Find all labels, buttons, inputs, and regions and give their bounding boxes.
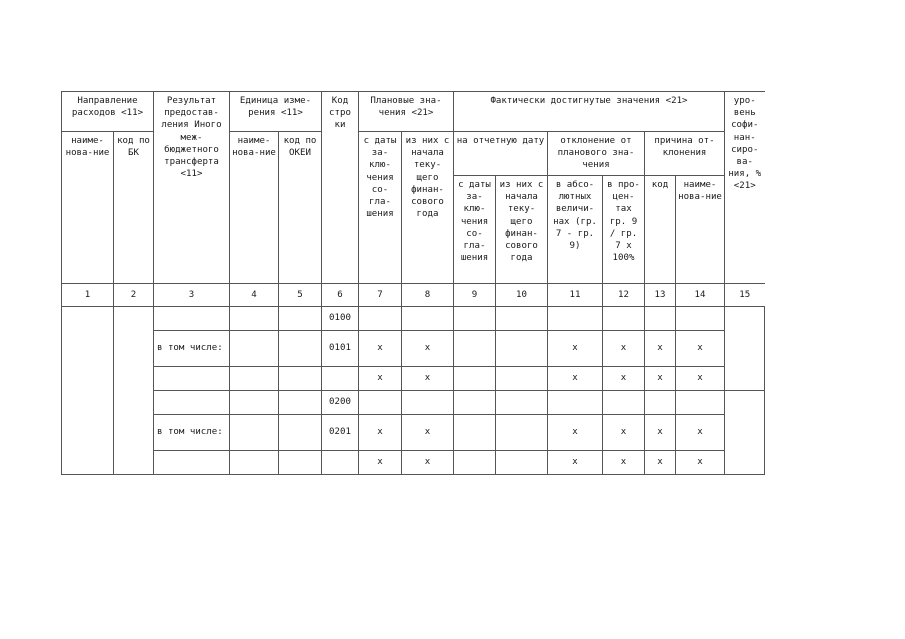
- table-cell: [645, 307, 676, 331]
- header-deviation-percent: в про-цен-тах гр. 9 / гр. 7 х 100%: [603, 176, 645, 284]
- table-cell: [279, 451, 322, 475]
- header-unit: Единица изме-рения <11>: [230, 92, 322, 132]
- column-number: 5: [279, 284, 322, 307]
- table-cell: [230, 391, 279, 415]
- row-code: 0201: [322, 415, 359, 451]
- column-number: 12: [603, 284, 645, 307]
- table-cell: [359, 307, 402, 331]
- mark-x: х: [603, 415, 645, 451]
- header-row-code: Код стро ки: [322, 92, 359, 284]
- mark-x: х: [359, 331, 402, 367]
- header-reason-name: наиме-нова-ние: [676, 176, 725, 284]
- mark-x: х: [676, 331, 725, 367]
- mark-x: х: [402, 415, 454, 451]
- mark-x: х: [359, 415, 402, 451]
- table-cell: [454, 391, 496, 415]
- table-cell: [645, 391, 676, 415]
- mark-x: х: [645, 415, 676, 451]
- cell-level: [725, 307, 765, 391]
- table-cell: [676, 307, 725, 331]
- row-code: 0200: [322, 391, 359, 415]
- header-reason: причина от-клонения: [645, 132, 725, 176]
- column-number: 15: [725, 284, 765, 307]
- column-number: 8: [402, 284, 454, 307]
- header-direction-name: наиме-нова-ние: [62, 132, 114, 284]
- header-deviation-absolute: в абсо-лютных величи-нах (гр. 7 - гр. 9): [548, 176, 603, 284]
- report-form-table: [61, 91, 765, 475]
- mark-x: х: [645, 367, 676, 391]
- header-actual-from-agreement: с даты за-клю-чения со-гла-шения: [454, 176, 496, 284]
- table-cell: [154, 391, 230, 415]
- header-unit-name: наиме-нова-ние: [230, 132, 279, 284]
- column-number: 4: [230, 284, 279, 307]
- table-cell: [496, 415, 548, 451]
- table-cell: [279, 391, 322, 415]
- mark-x: х: [603, 331, 645, 367]
- table-cell: [454, 331, 496, 367]
- mark-x: х: [676, 451, 725, 475]
- table-cell: [548, 391, 603, 415]
- mark-x: х: [359, 451, 402, 475]
- table-cell: [279, 307, 322, 331]
- table-cell: [496, 391, 548, 415]
- column-number: 11: [548, 284, 603, 307]
- mark-x: х: [676, 367, 725, 391]
- table-cell: [279, 415, 322, 451]
- table-cell: [322, 451, 359, 475]
- header-unit-okei: код по ОКЕИ: [279, 132, 322, 284]
- column-number: 2: [114, 284, 154, 307]
- column-number: 1: [62, 284, 114, 307]
- mark-x: х: [603, 367, 645, 391]
- table-cell: [496, 331, 548, 367]
- table-cell: [603, 391, 645, 415]
- mark-x: х: [402, 451, 454, 475]
- table-cell: [496, 451, 548, 475]
- mark-x: х: [359, 367, 402, 391]
- column-number: 14: [676, 284, 725, 307]
- column-number: 7: [359, 284, 402, 307]
- table-cell: [603, 307, 645, 331]
- header-deviation: отклонение от планового зна-чения: [548, 132, 645, 176]
- table-cell: [230, 307, 279, 331]
- table-cell: [230, 367, 279, 391]
- including-label: в том числе:: [154, 415, 230, 451]
- table-cell: [322, 367, 359, 391]
- table-cell: [402, 391, 454, 415]
- header-reason-code: код: [645, 176, 676, 284]
- header-direction: Направление расходов <11>: [62, 92, 154, 132]
- mark-x: х: [645, 331, 676, 367]
- header-actual: Фактически достигнутые значения <21>: [454, 92, 725, 132]
- column-number: 13: [645, 284, 676, 307]
- table-cell: [359, 391, 402, 415]
- table-cell: [454, 415, 496, 451]
- table-cell: [230, 331, 279, 367]
- mark-x: х: [676, 415, 725, 451]
- mark-x: х: [548, 415, 603, 451]
- cell-direction-name: [62, 307, 114, 475]
- mark-x: х: [548, 367, 603, 391]
- table-cell: [279, 331, 322, 367]
- row-code: 0101: [322, 331, 359, 367]
- mark-x: х: [548, 331, 603, 367]
- column-number: 9: [454, 284, 496, 307]
- header-planned-from-agreement: с даты за-клю-чения со-гла-шения: [359, 132, 402, 284]
- table-cell: [154, 367, 230, 391]
- table-cell: [454, 307, 496, 331]
- header-actual-from-year: из них с начала теку-щего финан-сового года: [496, 176, 548, 284]
- row-code: 0100: [322, 307, 359, 331]
- header-report-date: на отчетную дату: [454, 132, 548, 176]
- header-planned-from-year: из них с начала теку-щего финан-сового года: [402, 132, 454, 284]
- header-direction-code: код по БК: [114, 132, 154, 284]
- table-cell: [676, 391, 725, 415]
- table-cell: [548, 307, 603, 331]
- cell-level: [725, 391, 765, 475]
- header-level: уро-вень софи-нан-сиро-ва-ния, % <21>: [725, 92, 765, 284]
- header-result: Результат предостав-ления Иного меж-бюджетного трансферта <11>: [154, 92, 230, 284]
- column-number: 3: [154, 284, 230, 307]
- table-cell: [154, 451, 230, 475]
- including-label: в том числе:: [154, 331, 230, 367]
- table-cell: [496, 367, 548, 391]
- table-cell: [230, 451, 279, 475]
- table-cell: [496, 307, 548, 331]
- mark-x: х: [548, 451, 603, 475]
- mark-x: х: [603, 451, 645, 475]
- table-cell: [402, 307, 454, 331]
- cell-direction-code: [114, 307, 154, 475]
- mark-x: х: [645, 451, 676, 475]
- column-number: 10: [496, 284, 548, 307]
- table-cell: [454, 367, 496, 391]
- table-cell: [454, 451, 496, 475]
- header-planned: Плановые зна-чения <21>: [359, 92, 454, 132]
- table-cell: [154, 307, 230, 331]
- mark-x: х: [402, 367, 454, 391]
- mark-x: х: [402, 331, 454, 367]
- column-number: 6: [322, 284, 359, 307]
- table-cell: [230, 415, 279, 451]
- table-cell: [279, 367, 322, 391]
